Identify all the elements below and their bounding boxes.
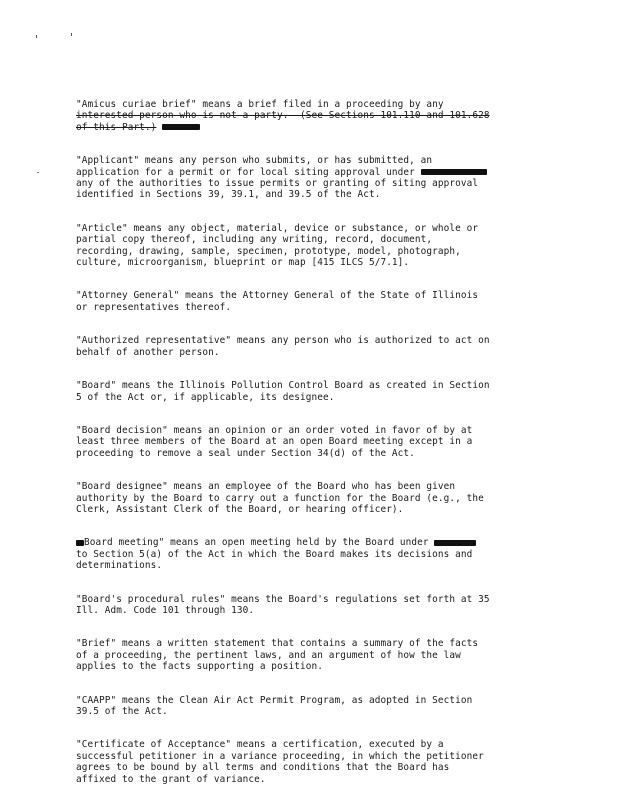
definition-line: "Board designee" means an employee of the Board who has been given <box>76 481 456 493</box>
definition-line: least three members of the Board at an open Board meeting except in a <box>76 436 473 448</box>
definition-line: to Section 5(a) of the Act in which the Board makes its decisions and <box>76 548 473 560</box>
redaction-mark <box>421 169 487 175</box>
definition-boards-procedural-rules <box>76 594 546 617</box>
definition-line: "Board's procedural rules" means the Board's regulations set forth at 35 <box>76 593 490 605</box>
definition-line: Ill. Adm. Code 101 through 130. <box>76 604 255 616</box>
scan-speck <box>36 35 37 38</box>
definition-caapp <box>76 695 546 718</box>
definition-line: "Certificate of Acceptance" means a certification, executed by a <box>76 739 444 751</box>
definition-board-meeting <box>76 537 546 571</box>
definition-board-designee <box>76 481 546 515</box>
definition-line: identified in Sections 39, 39.1, and 39.5 of the Act. <box>76 189 381 201</box>
definition-line: "Amicus curiae brief" means a brief filed in a proceeding by any <box>76 99 444 110</box>
definition-board-decision <box>76 425 546 459</box>
definitions-list <box>76 99 546 807</box>
definition-line: or representatives thereof. <box>76 301 232 313</box>
definition-line: "Article" means any object, material, device or substance, or whole or <box>76 222 479 234</box>
definition-line: of a proceeding, the pertinent laws, and an argument of how the law <box>76 649 461 661</box>
scan-speck <box>37 172 39 173</box>
definition-line: "CAAPP" means the Clean Air Act Permit Program, as adopted in Section <box>76 694 473 706</box>
redaction-mark <box>76 540 84 546</box>
definition-line: any of the authorities to issue permits or granting of siting approval <box>76 178 479 190</box>
definition-line: successful petitioner in a variance proceeding, in which the petitioner <box>76 750 484 762</box>
definition-certificate-of-acceptance <box>76 739 546 785</box>
definition-brief <box>76 638 546 672</box>
redaction-mark <box>434 540 476 546</box>
definition-line: Clerk, Assistant Clerk of the Board, or hearing officer). <box>76 503 404 515</box>
definition-article <box>76 223 546 269</box>
definition-line: "Brief" means a written statement that contains a summary of the facts <box>76 638 479 650</box>
definition-attorney-general <box>76 290 546 313</box>
definition-line: recording, drawing, sample, specimen, prototype, model, photograph, <box>76 245 461 257</box>
definition-line: "Authorized representative" means any person who is authorized to act on <box>76 335 490 347</box>
definition-line: agrees to be bound by all terms and conditions that the Board has <box>76 762 450 774</box>
definition-line: culture, microorganism, blueprint or map [415 ILCS 5/7.1]. <box>76 257 410 269</box>
definition-line: "Attorney General" means the Attorney General of the State of Illinois <box>76 290 479 302</box>
definition-applicant <box>76 155 546 201</box>
definition-line: proceeding to remove a seal under Section 34(d) of the Act. <box>76 447 415 459</box>
definition-line: partial copy thereof, including any writing, record, document, <box>76 234 433 246</box>
definition-line: behalf of another person. <box>76 346 220 358</box>
definition-line: authority by the Board to carry out a function for the Board (e.g., the <box>76 492 484 504</box>
struck-text: interested person who is not a party. (See Sections 101.110 and 101.628 <box>76 110 490 122</box>
redaction-mark <box>162 124 200 130</box>
definition-line: 5 of the Act or, if applicable, its designee. <box>76 391 335 403</box>
scan-speck <box>71 33 72 36</box>
definition-line: of this Part.) <box>76 121 157 133</box>
definition-line: affixed to the grant of variance. <box>76 773 266 785</box>
definition-line <box>76 110 490 121</box>
definition-amicus-curiae-brief <box>76 99 546 133</box>
definition-line: application for a permit or for local siting approval under <box>76 166 415 178</box>
definition-line: "Board" means the Illinois Pollution Control Board as created in Section <box>76 380 490 392</box>
definition-line: applies to the facts supporting a position. <box>76 661 324 673</box>
definition-board <box>76 380 546 403</box>
definition-line: Board meeting" means an open meeting held by the Board under <box>84 537 429 549</box>
definition-line: determinations. <box>76 560 163 572</box>
definition-line: "Applicant" means any person who submits, or has submitted, an <box>76 155 433 167</box>
definition-line: "Board decision" means an opinion or an order voted in favor of by at <box>76 424 473 436</box>
definition-authorized-representative <box>76 335 546 358</box>
definition-line: 39.5 of the Act. <box>76 706 168 717</box>
